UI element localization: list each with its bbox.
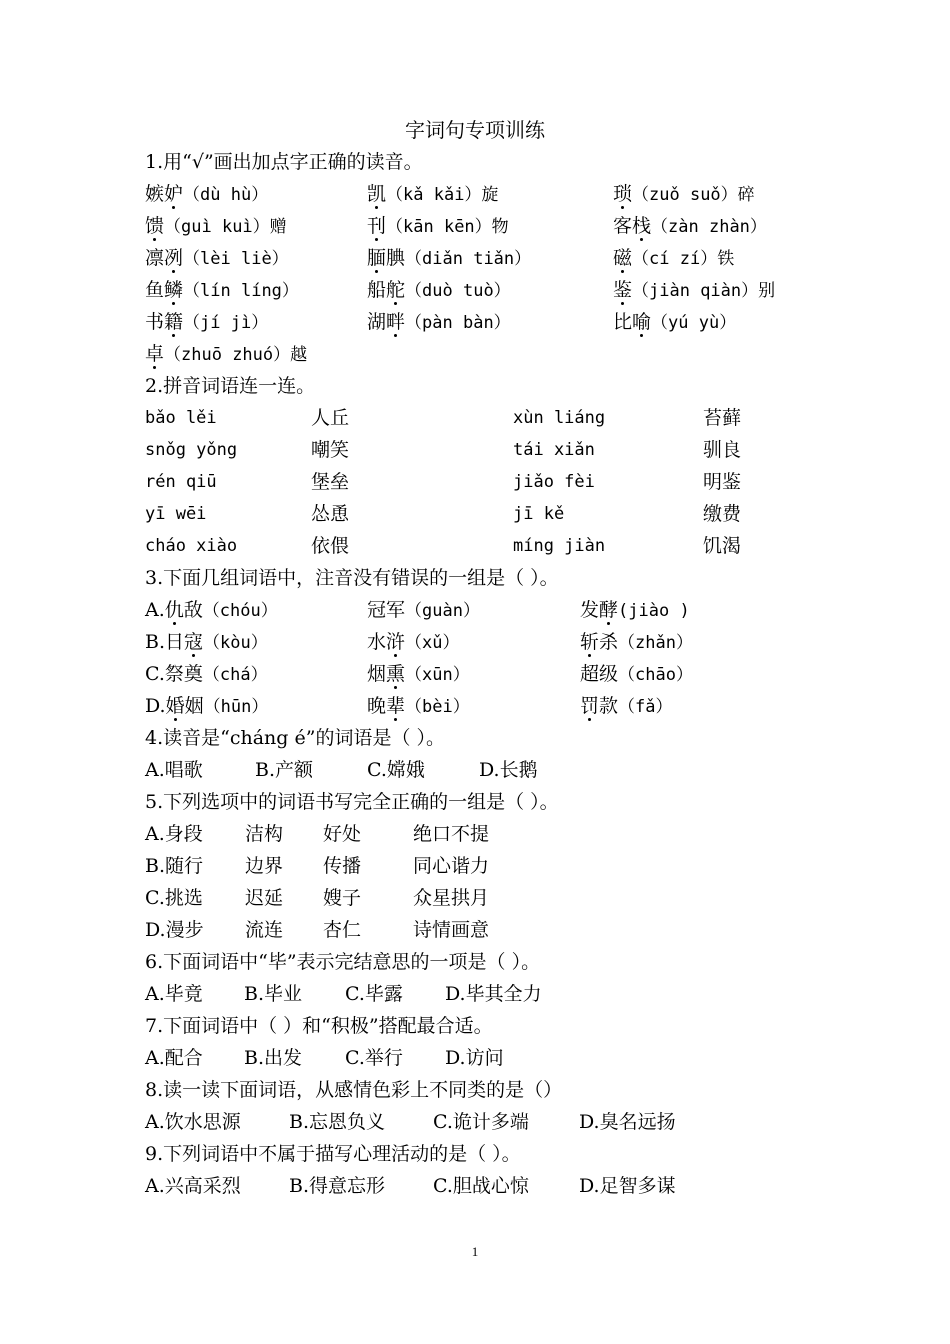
dotted-character: 熏 <box>386 663 406 685</box>
q2-row <box>145 466 825 498</box>
q6-option-a: A.毕竟 <box>145 983 203 1005</box>
word-text: 缴费 <box>703 503 742 525</box>
pinyin-options: （cí zí）铁 <box>632 249 735 269</box>
q3-item <box>145 658 268 691</box>
word-suffix: 敌 <box>183 599 203 621</box>
q9-option-b: B.得意忘形 <box>289 1175 386 1197</box>
q1-heading: 1.用“√”画出加点字正确的读音。 <box>145 151 423 173</box>
q2-row <box>145 402 825 434</box>
pinyin-text: xùn liáng <box>513 408 606 428</box>
word-suffix: 款 <box>599 695 619 717</box>
q8-option-d: D.臭名远扬 <box>579 1111 676 1133</box>
q3-item <box>580 658 693 691</box>
dotted-character: 冽 <box>164 247 184 269</box>
pinyin-options: （hūn） <box>203 697 269 717</box>
pinyin-options: （duò tuò） <box>405 281 511 301</box>
pinyin-options: （guàn） <box>405 601 480 621</box>
word-prefix: 晚 <box>367 695 387 717</box>
dotted-character: 斩 <box>580 631 600 653</box>
pinyin-options: （lín líng） <box>183 281 299 301</box>
q5-row <box>145 818 825 850</box>
word-prefix: C. <box>145 663 165 685</box>
dotted-character: 磁 <box>613 247 633 269</box>
dotted-character: 琐 <box>613 183 633 205</box>
dotted-character: 鳞 <box>164 279 184 301</box>
word-suffix: 杀 <box>599 631 619 653</box>
page-title: 字词句专项训练 <box>405 118 545 142</box>
dotted-character: 浒 <box>386 631 406 653</box>
word-prefix: D. <box>145 695 166 717</box>
word-prefix: 客 <box>613 215 633 237</box>
dotted-character: 鉴 <box>613 279 633 301</box>
q3-row <box>145 658 825 690</box>
pinyin-text: tái xiǎn <box>513 440 595 460</box>
pinyin-options: （guì kuì）赠 <box>164 217 287 237</box>
pinyin-options: （dù hù） <box>183 185 269 205</box>
word-prefix: 发 <box>580 599 600 621</box>
q8-option-a: A.饮水思源 <box>145 1111 241 1133</box>
q8-options <box>145 1106 825 1138</box>
word-prefix: 比 <box>613 311 633 333</box>
word-prefix: A. <box>145 599 165 621</box>
q3-item <box>367 690 470 723</box>
q1-item <box>367 178 498 211</box>
dotted-character: 妒 <box>164 183 184 205</box>
dotted-character: 舵 <box>386 279 406 301</box>
q1-row <box>145 242 825 274</box>
word-suffix: 级 <box>599 663 619 685</box>
word-text: 绝口不提 <box>413 823 490 845</box>
q7-heading: 7.下面词语中（ ）和“积极”搭配最合适。 <box>145 1015 493 1037</box>
q5-row <box>145 882 825 914</box>
q3-item <box>580 626 693 659</box>
q7-option-d: D.访问 <box>445 1047 504 1069</box>
q3-item <box>580 594 690 627</box>
pinyin-options: （yú yù） <box>651 313 737 333</box>
q6-option-d: D.毕其全力 <box>445 983 542 1005</box>
pinyin-options: （pàn bàn） <box>405 313 511 333</box>
q3-item <box>367 594 480 627</box>
pinyin-text: jī kě <box>513 504 565 524</box>
q9-heading: 9.下列词语中不属于描写心理活动的是（ ）。 <box>145 1143 521 1165</box>
q6-option-c: C.毕露 <box>345 983 403 1005</box>
q6-heading: 6.下面词语中“毕”表示完结意思的一项是（ ）。 <box>145 951 541 973</box>
q1-row <box>145 210 825 242</box>
q7-option-c: C.举行 <box>345 1047 403 1069</box>
dotted-character: 婚 <box>165 695 185 717</box>
q4-option-a: A.唱歌 <box>145 759 203 781</box>
q1-item <box>367 274 511 307</box>
word-text: 嘲笑 <box>311 439 350 461</box>
q9-option-d: D.足智多谋 <box>579 1175 676 1197</box>
q3-row <box>145 690 825 722</box>
word-text: 迟延 <box>245 887 284 909</box>
word-prefix: 嫉 <box>145 183 165 205</box>
q1-item <box>613 242 734 275</box>
word-prefix: 冠 <box>367 599 387 621</box>
q3-rows <box>145 594 825 722</box>
q3-item <box>145 594 278 627</box>
pinyin-options: （diǎn tiǎn） <box>405 249 532 269</box>
word-prefix: 水 <box>367 631 387 653</box>
word-suffix: 姻 <box>184 695 204 717</box>
word-text: 杏仁 <box>323 919 362 941</box>
dotted-character: 馈 <box>145 215 165 237</box>
word-prefix: 超 <box>580 663 600 685</box>
q1-item <box>613 306 736 339</box>
dotted-character: 卓 <box>145 343 165 365</box>
q4-option-d: D.长鹅 <box>479 759 538 781</box>
q5-heading: 5.下列选项中的词语书写完全正确的一组是（ ）。 <box>145 791 559 813</box>
word-suffix: 祭奠 <box>164 663 203 685</box>
word-text: 诗情画意 <box>413 919 490 941</box>
word-text: 传播 <box>323 855 362 877</box>
dotted-character: 酵 <box>599 599 619 621</box>
word-suffix: 军 <box>386 599 406 621</box>
pinyin-options: （zàn zhàn） <box>651 217 767 237</box>
q3-item <box>367 626 460 659</box>
q1-row <box>145 338 825 370</box>
pinyin-text: jiǎo fèi <box>513 472 595 492</box>
q3-heading: 3.下面几组词语中，注音没有错误的一组是（ ）。 <box>145 567 559 589</box>
q8-option-c: C.诡计多端 <box>433 1111 529 1133</box>
word-text: 依偎 <box>311 535 350 557</box>
q2-heading: 2.拼音词语连一连。 <box>145 375 316 397</box>
pinyin-options: （zhǎn） <box>618 633 693 653</box>
word-text: 堡垒 <box>311 471 350 493</box>
pinyin-options: （zhuō zhuó）越 <box>164 345 308 365</box>
word-text: 流连 <box>245 919 284 941</box>
pinyin-text: rén qiū <box>145 472 217 492</box>
q1-item <box>613 274 775 307</box>
word-prefix: 凛 <box>145 247 165 269</box>
word-text: 驯良 <box>703 439 742 461</box>
word-suffix: 腆 <box>386 247 406 269</box>
q3-row <box>145 594 825 626</box>
pinyin-options: （bèi） <box>405 697 470 717</box>
q9-option-a: A.兴高采烈 <box>145 1175 241 1197</box>
word-text: 边界 <box>245 855 284 877</box>
q2-row <box>145 530 825 562</box>
q4-option-c: C.嫦娥 <box>367 759 425 781</box>
pinyin-text: bǎo lěi <box>145 408 217 428</box>
pinyin-options: （lèi liè） <box>183 249 289 269</box>
q1-item <box>145 210 287 243</box>
pinyin-options: （xūn） <box>405 665 470 685</box>
pinyin-options: （kān kēn）物 <box>386 217 509 237</box>
dotted-character: 畔 <box>386 311 406 333</box>
q1-item <box>145 338 307 371</box>
pinyin-options: （kǎ kǎi）旋 <box>386 185 499 205</box>
q1-row <box>145 306 825 338</box>
q9-options <box>145 1170 825 1202</box>
word-text: 明鉴 <box>703 471 742 493</box>
word-text: 嫂子 <box>323 887 362 909</box>
q3-item <box>145 690 268 723</box>
pinyin-text: yī wēi <box>145 504 207 524</box>
word-prefix: 船 <box>367 279 387 301</box>
dotted-character: 辈 <box>386 695 406 717</box>
q1-item <box>145 274 299 307</box>
word-text: D.漫步 <box>145 919 204 941</box>
pinyin-options: （fǎ） <box>618 697 673 717</box>
exercise-content <box>145 146 825 1202</box>
q7-option-b: B.出发 <box>244 1047 303 1069</box>
word-text: 饥渴 <box>703 535 742 557</box>
page-number: 1 <box>471 1244 479 1259</box>
q3-row <box>145 626 825 658</box>
q1-item <box>367 242 531 275</box>
dotted-character: 罚 <box>580 695 600 717</box>
dotted-character: 凯 <box>367 183 387 205</box>
pinyin-options: （chá） <box>202 665 268 685</box>
q2-row <box>145 498 825 530</box>
q3-item <box>367 658 470 691</box>
dotted-character: 腼 <box>367 247 387 269</box>
q8-option-b: B.忘恩负义 <box>289 1111 386 1133</box>
pinyin-text: cháo xiào <box>145 536 238 556</box>
q4-option-b: B.产额 <box>255 759 314 781</box>
q1-item <box>613 178 755 211</box>
dotted-character: 栈 <box>632 215 652 237</box>
q5-row <box>145 914 825 946</box>
q1-row <box>145 274 825 306</box>
q7-options <box>145 1042 825 1074</box>
q3-item <box>580 690 673 723</box>
word-text: 众星拱月 <box>413 887 490 909</box>
q5-rows <box>145 818 825 946</box>
q9-option-c: C.胆战心惊 <box>433 1175 529 1197</box>
q4-heading: 4.读音是“cháng é”的词语是（ ）。 <box>145 727 445 749</box>
q1-item <box>145 242 289 275</box>
word-prefix: 烟 <box>367 663 387 685</box>
word-text: C.挑选 <box>145 887 203 909</box>
word-text: 同心谐力 <box>413 855 490 877</box>
word-text: 怂恿 <box>311 503 350 525</box>
word-prefix: 鱼 <box>145 279 165 301</box>
q8-heading: 8.读一读下面词语，从感情色彩上不同类的是（） <box>145 1079 563 1101</box>
word-text: 人丘 <box>311 407 350 429</box>
pinyin-options: （chóu） <box>202 601 278 621</box>
word-prefix: B.日 <box>145 631 185 653</box>
dotted-character: 喻 <box>632 311 652 333</box>
q1-row <box>145 178 825 210</box>
q1-item <box>613 210 767 243</box>
q2-rows <box>145 402 825 562</box>
word-text: A.身段 <box>145 823 203 845</box>
q4-options <box>145 754 825 786</box>
pinyin-text: míng jiàn <box>513 536 606 556</box>
pinyin-options: （jiàn qiàn）别 <box>632 281 776 301</box>
q3-item <box>145 626 268 659</box>
q7-option-a: A.配合 <box>145 1047 203 1069</box>
q6-option-b: B.毕业 <box>244 983 303 1005</box>
dotted-character: 仇 <box>164 599 184 621</box>
q5-row <box>145 850 825 882</box>
q1-item <box>367 210 509 243</box>
pinyin-options: （chāo） <box>618 665 693 685</box>
word-text: 苔藓 <box>703 407 742 429</box>
pinyin-options: （kòu） <box>203 633 268 653</box>
dotted-character: 籍 <box>164 311 184 333</box>
word-text: 洁构 <box>245 823 284 845</box>
word-prefix: 书 <box>145 311 165 333</box>
q6-options <box>145 978 825 1010</box>
pinyin-options: （jí jì） <box>183 313 269 333</box>
pinyin-options: （zuǒ suǒ）碎 <box>632 185 755 205</box>
dotted-character: 寇 <box>184 631 204 653</box>
pinyin-text: snǒg yǒng <box>145 440 238 460</box>
word-text: B.随行 <box>145 855 204 877</box>
pinyin-options: (jiào ) <box>618 601 690 621</box>
q1-item <box>367 306 511 339</box>
word-prefix: 湖 <box>367 311 387 333</box>
q2-row <box>145 434 825 466</box>
q1-item <box>145 178 268 211</box>
q1-rows <box>145 178 825 370</box>
q1-item <box>145 306 268 339</box>
pinyin-options: （xǔ） <box>405 633 460 653</box>
dotted-character: 刊 <box>367 215 387 237</box>
word-text: 好处 <box>323 823 362 845</box>
